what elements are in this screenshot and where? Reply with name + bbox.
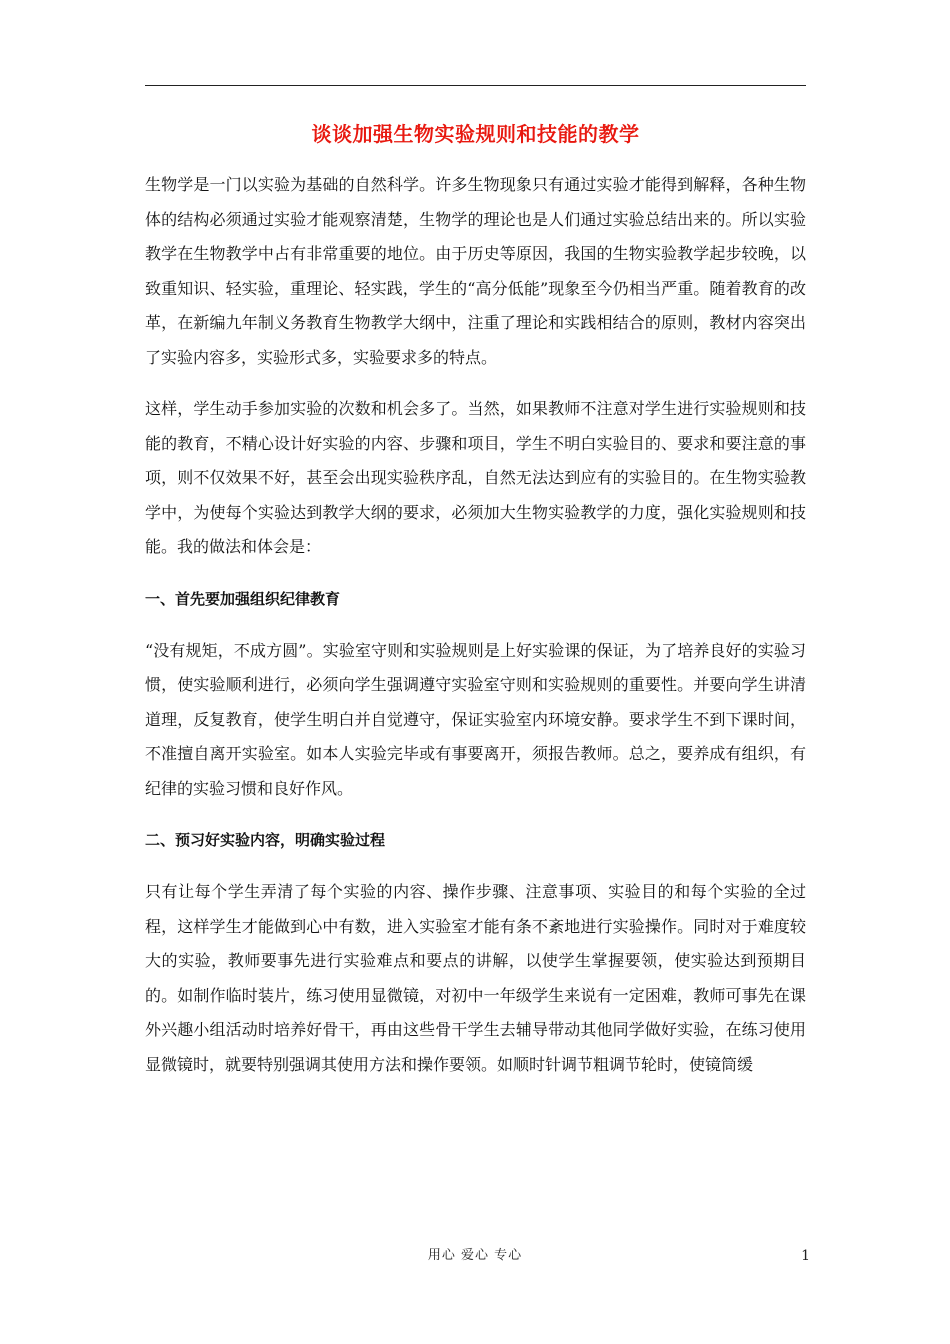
section-heading-discipline: 一、首先要加强组织纪律教育 bbox=[145, 589, 341, 608]
paragraph-discipline: “没有规矩，不成方圆”。实验室守则和实验规则是上好实验课的保证，为了培养良好的实验习惯，使实验顺利进行，必须向学生强调遵守实验室守则和实验规则的重要性。并要向学生讲清道理，反复教育，使学生明白并自觉遵守，保证实验室内环境安静。要求学生不到下课时间，不准擅自离开实验室。如本人实验完毕或有事要离开，须报告教师。总之，要养成有组织，有纪律的实验习惯和良好作风。 bbox=[145, 640, 806, 798]
footer-slogan: 用心 爱心 专心 bbox=[427, 1248, 523, 1263]
paragraph-preview: 只有让每个学生弄清了每个实验的内容、操作步骤、注意事项、实验目的和每个实验的全过程，这样学生才能做到心中有数，进入实验室才能有条不紊地进行实验操作。同时对于难度较大的实验，教师要事先进行实验难点和要点的讲解，以使学生掌握要领，使实验达到预期目的。如制作临时装片，练习使用显微镜，对初中一年级学生来说有一定困难，教师可事先在课外兴趣小组活动时培养好骨干，再由这些骨干学生去辅导带动其他同学做好实验，在练习使用显微镜时，就要特别强调其使用方法和操作要领。如顺时针调节粗调节轮时，使镜筒缓 bbox=[145, 882, 806, 1074]
paragraph-method-overview: 这样，学生动手参加实验的次数和机会多了。当然，如果教师不注意对学生进行实验规则和技能的教育，不精心设计好实验的内容、步骤和项目，学生不明白实验目的、要求和要注意的事项，则不仅效果不好，甚至会出现实验秩序乱，自然无法达到应有的实验目的。在生物实验教学中，为使每个实验达到教学大纲的要求，必须加大生物实验教学的力度，强化实验规则和技能。我的做法和体会是： bbox=[145, 399, 806, 556]
document-title: 谈谈加强生物实验规则和技能的教学 bbox=[311, 122, 640, 146]
document-body bbox=[145, 168, 806, 1099]
section-heading-preview: 二、预习好实验内容，明确实验过程 bbox=[145, 831, 386, 849]
page-number: 1 bbox=[801, 1248, 810, 1264]
header-rule bbox=[145, 85, 806, 86]
paragraph-intro: 生物学是一门以实验为基础的自然科学。许多生物现象只有通过实验才能得到解释，各种生物体的结构必须通过实验才能观察清楚，生物学的理论也是人们通过实验总结出来的。所以实验教学在生物教学中占有非常重要的地位。由于历史等原因，我国的生物实验教学起步较晚，以致重知识、轻实验，重理论、轻实践，学生的“高分低能”现象至今仍相当严重。随着教育的改革，在新编九年制义务教育生物教学大纲中，注重了理论和实践相结合的原则，教材内容突出了实验内容多，实验形式多，实验要求多的特点。 bbox=[145, 175, 806, 367]
